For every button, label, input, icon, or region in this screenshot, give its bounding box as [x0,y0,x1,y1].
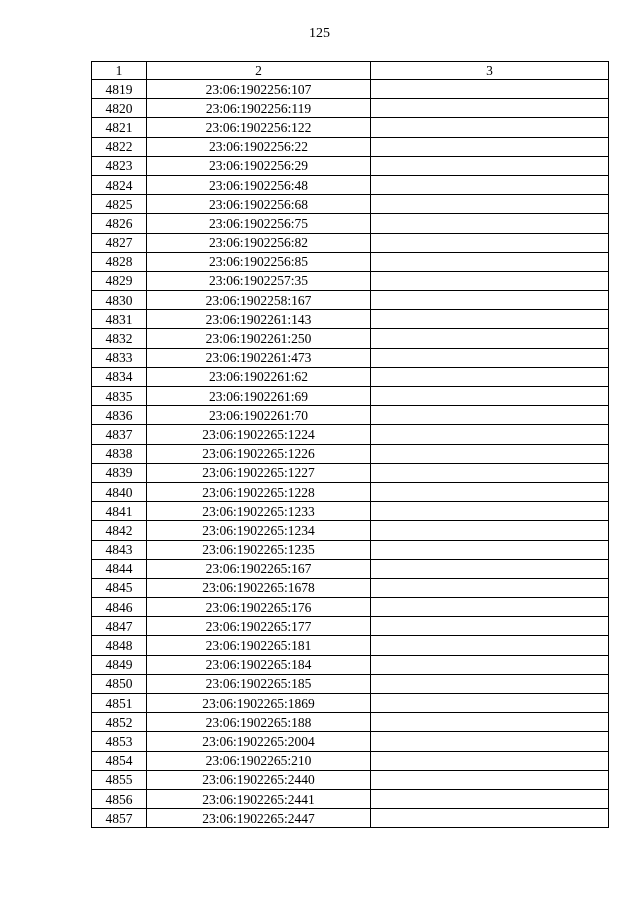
notes-cell [371,617,609,636]
row-number-cell: 4841 [92,502,147,521]
cadastral-number-cell: 23:06:1902265:1235 [147,540,371,559]
notes-cell [371,694,609,713]
table-row [92,156,609,175]
table-row [92,271,609,290]
notes-cell [371,271,609,290]
cadastral-number-cell: 23:06:1902258:167 [147,291,371,310]
table-row [92,482,609,501]
row-number-cell: 4854 [92,751,147,770]
table-row [92,310,609,329]
table-row [92,195,609,214]
notes-cell [371,713,609,732]
table-row [92,175,609,194]
table-row [92,674,609,693]
notes-cell [371,425,609,444]
cadastral-number-cell: 23:06:1902265:176 [147,598,371,617]
notes-cell [371,655,609,674]
table-row [92,694,609,713]
table-row [92,655,609,674]
cadastral-number-cell: 23:06:1902265:184 [147,655,371,674]
notes-cell [371,674,609,693]
notes-cell [371,751,609,770]
cadastral-table [91,61,609,828]
table-row [92,118,609,137]
table-row [92,713,609,732]
row-number-cell: 4837 [92,425,147,444]
cadastral-number-cell: 23:06:1902265:1228 [147,482,371,501]
table-row [92,617,609,636]
table-row [92,502,609,521]
row-number-cell: 4827 [92,233,147,252]
row-number-cell: 4833 [92,348,147,367]
cadastral-number-cell: 23:06:1902261:62 [147,367,371,386]
notes-cell [371,789,609,808]
table-row [92,252,609,271]
notes-cell [371,578,609,597]
cadastral-number-cell: 23:06:1902265:1224 [147,425,371,444]
notes-cell [371,770,609,789]
row-number-cell: 4843 [92,540,147,559]
row-number-cell: 4823 [92,156,147,175]
table-row [92,425,609,444]
notes-cell [371,406,609,425]
table-row [92,598,609,617]
cadastral-number-cell: 23:06:1902265:1678 [147,578,371,597]
cadastral-number-cell: 23:06:1902265:2004 [147,732,371,751]
cadastral-number-cell: 23:06:1902256:29 [147,156,371,175]
cadastral-number-cell: 23:06:1902265:167 [147,559,371,578]
notes-cell [371,636,609,655]
row-number-cell: 4853 [92,732,147,751]
cadastral-number-cell: 23:06:1902265:210 [147,751,371,770]
table-body [92,80,609,828]
row-number-cell: 4829 [92,271,147,290]
cadastral-number-cell: 23:06:1902261:473 [147,348,371,367]
notes-cell [371,559,609,578]
notes-cell [371,598,609,617]
row-number-cell: 4856 [92,789,147,808]
cadastral-number-cell: 23:06:1902256:122 [147,118,371,137]
table-row [92,751,609,770]
cadastral-number-cell: 23:06:1902257:35 [147,271,371,290]
row-number-cell: 4828 [92,252,147,271]
notes-cell [371,540,609,559]
column-header-1: 1 [92,62,147,80]
notes-cell [371,482,609,501]
row-number-cell: 4822 [92,137,147,156]
row-number-cell: 4826 [92,214,147,233]
cadastral-number-cell: 23:06:1902256:119 [147,99,371,118]
row-number-cell: 4840 [92,482,147,501]
notes-cell [371,156,609,175]
notes-cell [371,463,609,482]
table-row [92,463,609,482]
notes-cell [371,444,609,463]
notes-cell [371,252,609,271]
notes-cell [371,291,609,310]
notes-cell [371,310,609,329]
row-number-cell: 4834 [92,367,147,386]
notes-cell [371,137,609,156]
cadastral-number-cell: 23:06:1902265:1869 [147,694,371,713]
notes-cell [371,195,609,214]
row-number-cell: 4838 [92,444,147,463]
row-number-cell: 4844 [92,559,147,578]
cadastral-number-cell: 23:06:1902261:143 [147,310,371,329]
notes-cell [371,367,609,386]
table-row [92,770,609,789]
row-number-cell: 4820 [92,99,147,118]
table-row [92,329,609,348]
row-number-cell: 4839 [92,463,147,482]
cadastral-number-cell: 23:06:1902256:85 [147,252,371,271]
cadastral-number-cell: 23:06:1902265:185 [147,674,371,693]
notes-cell [371,732,609,751]
notes-cell [371,99,609,118]
row-number-cell: 4835 [92,387,147,406]
row-number-cell: 4849 [92,655,147,674]
cadastral-number-cell: 23:06:1902256:75 [147,214,371,233]
row-number-cell: 4852 [92,713,147,732]
row-number-cell: 4855 [92,770,147,789]
cadastral-number-cell: 23:06:1902265:177 [147,617,371,636]
cadastral-number-cell: 23:06:1902265:1233 [147,502,371,521]
table-row [92,233,609,252]
table-row [92,99,609,118]
cadastral-number-cell: 23:06:1902256:22 [147,137,371,156]
notes-cell [371,175,609,194]
table-row [92,636,609,655]
cadastral-number-cell: 23:06:1902265:181 [147,636,371,655]
row-number-cell: 4836 [92,406,147,425]
row-number-cell: 4842 [92,521,147,540]
cadastral-number-cell: 23:06:1902265:188 [147,713,371,732]
row-number-cell: 4832 [92,329,147,348]
cadastral-number-cell: 23:06:1902256:82 [147,233,371,252]
row-number-cell: 4821 [92,118,147,137]
table-row [92,789,609,808]
row-number-cell: 4847 [92,617,147,636]
header-row [92,62,609,80]
table-header [92,62,609,80]
table-row [92,578,609,597]
notes-cell [371,521,609,540]
cadastral-number-cell: 23:06:1902265:2440 [147,770,371,789]
table-row [92,214,609,233]
row-number-cell: 4819 [92,80,147,99]
page-number: 125 [309,26,330,41]
notes-cell [371,80,609,99]
row-number-cell: 4846 [92,598,147,617]
table-row [92,80,609,99]
row-number-cell: 4824 [92,175,147,194]
table-row [92,444,609,463]
table-row [92,540,609,559]
row-number-cell: 4850 [92,674,147,693]
cadastral-number-cell: 23:06:1902261:69 [147,387,371,406]
notes-cell [371,214,609,233]
cadastral-number-cell: 23:06:1902256:48 [147,175,371,194]
table-row [92,137,609,156]
notes-cell [371,502,609,521]
row-number-cell: 4857 [92,809,147,828]
cadastral-number-cell: 23:06:1902261:70 [147,406,371,425]
cadastral-number-cell: 23:06:1902261:250 [147,329,371,348]
notes-cell [371,809,609,828]
table-row [92,367,609,386]
notes-cell [371,348,609,367]
table-row [92,809,609,828]
column-header-3: 3 [371,62,609,80]
cadastral-number-cell: 23:06:1902256:107 [147,80,371,99]
table-row [92,559,609,578]
row-number-cell: 4851 [92,694,147,713]
notes-cell [371,118,609,137]
table-row [92,521,609,540]
cadastral-number-cell: 23:06:1902256:68 [147,195,371,214]
notes-cell [371,329,609,348]
notes-cell [371,387,609,406]
table-row [92,348,609,367]
cadastral-number-cell: 23:06:1902265:1227 [147,463,371,482]
row-number-cell: 4848 [92,636,147,655]
row-number-cell: 4845 [92,578,147,597]
table-row [92,406,609,425]
table-row [92,291,609,310]
cadastral-number-cell: 23:06:1902265:1234 [147,521,371,540]
table-row [92,387,609,406]
cadastral-number-cell: 23:06:1902265:2447 [147,809,371,828]
cadastral-number-cell: 23:06:1902265:1226 [147,444,371,463]
row-number-cell: 4830 [92,291,147,310]
row-number-cell: 4825 [92,195,147,214]
notes-cell [371,233,609,252]
table-row [92,732,609,751]
row-number-cell: 4831 [92,310,147,329]
column-header-2: 2 [147,62,371,80]
cadastral-number-cell: 23:06:1902265:2441 [147,789,371,808]
